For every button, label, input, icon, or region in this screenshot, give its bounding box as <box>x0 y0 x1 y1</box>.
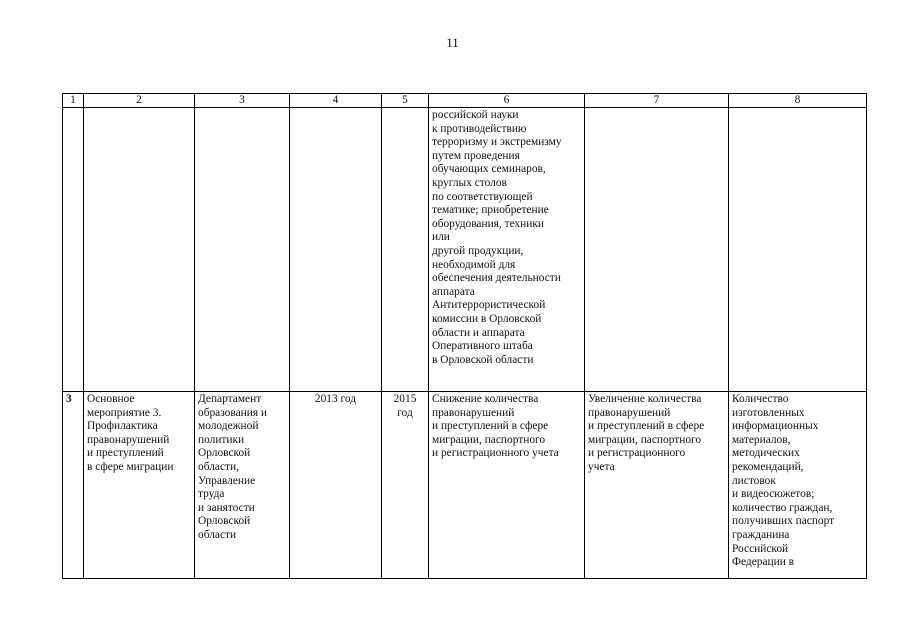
cell-r2-c4: 2013 год <box>290 392 382 579</box>
cell-r1-c6: российской науки к противодействию терроризму и экстремизму путем проведения обучающих семинаров, круглых столов по соответствующей тематике; приобретение оборудования, техники или другой продукции, необходимой для обеспечения деятельности аппарата Антитеррористической комиссии в Орловской области и аппарата Оперативного штаба в Орловской области <box>429 108 585 392</box>
cell-r2-c6: Снижение количества правонарушений и преступлений в сфере миграции, паспортного и регистрационного учета <box>429 392 585 579</box>
header-row <box>63 94 867 108</box>
measures-table <box>62 93 867 579</box>
page-number: 11 <box>446 35 459 50</box>
header-cell-8: 8 <box>729 94 867 108</box>
cell-r2-c2: Основное мероприятие 3. Профилактика правонарушений и преступлений в сфере миграции <box>84 392 195 579</box>
cell-r1-c2 <box>84 108 195 392</box>
header-cell-2: 2 <box>84 94 195 108</box>
header-cell-1: 1 <box>63 94 84 108</box>
table-row <box>63 392 867 579</box>
header-cell-5: 5 <box>382 94 429 108</box>
cell-r2-c8: Количество изготовленных информационных материалов, методических рекомендаций, листовок и видеосюжетов; количество граждан, получивших паспорт гражданина Российской Федерации в <box>729 392 867 579</box>
cell-r1-c8 <box>729 108 867 392</box>
cell-r2-c7: Увеличение количества правонарушений и преступлений в сфере миграции, паспортного и регистрационного учета <box>585 392 729 579</box>
header-cell-3: 3 <box>195 94 290 108</box>
header-cell-6: 6 <box>429 94 585 108</box>
table-row <box>63 108 867 392</box>
cell-r1-c7 <box>585 108 729 392</box>
cell-r2-c5: 2015 год <box>382 392 429 579</box>
cell-r1-c4 <box>290 108 382 392</box>
header-cell-7: 7 <box>585 94 729 108</box>
cell-r1-c5 <box>382 108 429 392</box>
cell-r2-c3: Департамент образования и молодежной политики Орловской области, Управление труда и занятости Орловской области <box>195 392 290 579</box>
cell-r1-c3 <box>195 108 290 392</box>
cell-r1-c1 <box>63 108 84 392</box>
header-cell-4: 4 <box>290 94 382 108</box>
cell-r2-c1: 3 <box>63 392 84 579</box>
